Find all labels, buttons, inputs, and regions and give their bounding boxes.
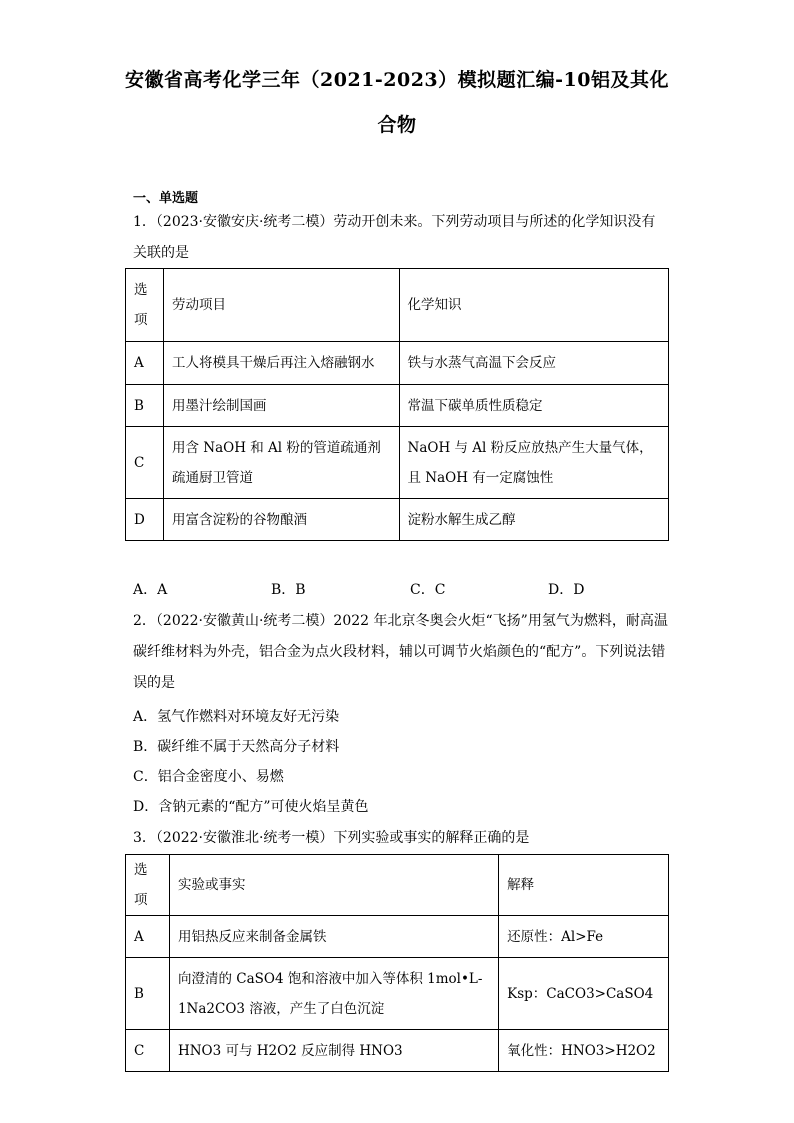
table-row bbox=[126, 427, 669, 499]
table-cell: 用含 NaOH 和 Al 粉的管道疏通剂疏通厨卫管道 bbox=[163, 427, 399, 499]
page-title: 安徽省高考化学三年（2021-2023）模拟题汇编-10铝及其化 bbox=[125, 69, 669, 91]
option-c: C．C bbox=[410, 582, 446, 598]
table-cell: D bbox=[126, 499, 164, 541]
table-cell: 实验或事实 bbox=[169, 855, 498, 916]
question-2-stem: 2．（2022·安徽黄山·统考二模）2022 年北京冬奥会火炬“飞扬”用氢气为燃料，耐高温碳纤维材料为外壳，铝合金为点火段材料，辅以可调节火焰颜色的“配方”。下列说法错误的是 bbox=[133, 613, 668, 691]
table-cell: HNO3 可与 H2O2 反应制得 HNO3 bbox=[169, 1030, 498, 1072]
table-cell: 用墨汁绘制国画 bbox=[163, 385, 399, 427]
table-cell: 用富含淀粉的谷物酿酒 bbox=[163, 499, 399, 541]
question-1-table bbox=[125, 268, 669, 541]
table-row bbox=[126, 342, 669, 385]
table-header-row bbox=[126, 855, 669, 916]
table-cell: 解释 bbox=[499, 855, 669, 916]
table-row bbox=[126, 958, 669, 1030]
table-cell: B bbox=[126, 385, 164, 427]
table-row bbox=[126, 1030, 669, 1072]
table-cell: C bbox=[126, 1030, 170, 1072]
table-cell: 还原性：Al>Fe bbox=[499, 916, 669, 958]
option-d: D．D bbox=[548, 582, 585, 598]
table-cell: B bbox=[126, 958, 170, 1030]
table-header-row bbox=[126, 269, 669, 342]
table-cell: A bbox=[126, 342, 164, 385]
question-2-option-d: D．含钠元素的“配方”可使火焰呈黄色 bbox=[133, 799, 369, 815]
table-cell: 铁与水蒸气高温下会反应 bbox=[399, 342, 668, 385]
section-heading: 一、单选题 bbox=[133, 191, 199, 206]
page-title-continued: 合物 bbox=[377, 114, 417, 136]
table-cell: NaOH 与 Al 粉反应放热产生大量气体，且 NaOH 有一定腐蚀性 bbox=[399, 427, 668, 499]
table-cell: A bbox=[126, 916, 170, 958]
question-2-option-b: B．碳纤维不属于天然高分子材料 bbox=[133, 739, 340, 755]
question-3-table bbox=[125, 854, 669, 1072]
table-cell: 淀粉水解生成乙醇 bbox=[399, 499, 668, 541]
question-1-stem: 1．（2023·安徽安庆·统考二模）劳动开创未来。下列劳动项目与所述的化学知识没有关联的是 bbox=[133, 214, 656, 261]
question-3-stem: 3．（2022·安徽淮北·统考一模）下列实验或事实的解释正确的是 bbox=[133, 830, 530, 846]
table-cell: Ksp：CaCO3>CaSO4 bbox=[499, 958, 669, 1030]
table-cell: 用铝热反应来制备金属铁 bbox=[169, 916, 498, 958]
table-cell: 向澄清的 CaSO4 饱和溶液中加入等体积 1mol•L-1Na2CO3 溶液，产生了白色沉淀 bbox=[169, 958, 498, 1030]
question-2-option-a: A．氢气作燃料对环境友好无污染 bbox=[133, 709, 340, 725]
table-cell: 劳动项目 bbox=[163, 269, 399, 342]
table-row bbox=[126, 499, 669, 541]
table-cell: C bbox=[126, 427, 164, 499]
table-cell: 工人将模具干燥后再注入熔融钢水 bbox=[163, 342, 399, 385]
table-cell: 常温下碳单质性质稳定 bbox=[399, 385, 668, 427]
question-2-option-c: C．铝合金密度小、易燃 bbox=[133, 769, 284, 785]
option-b: B．B bbox=[271, 582, 306, 598]
table-cell: 化学知识 bbox=[399, 269, 668, 342]
table-cell: 选项 bbox=[126, 855, 170, 916]
table-row bbox=[126, 385, 669, 427]
table-row bbox=[126, 916, 669, 958]
table-cell: 氧化性：HNO3>H2O2 bbox=[499, 1030, 669, 1072]
option-a: A．A bbox=[133, 582, 168, 598]
table-cell: 选项 bbox=[126, 269, 164, 342]
